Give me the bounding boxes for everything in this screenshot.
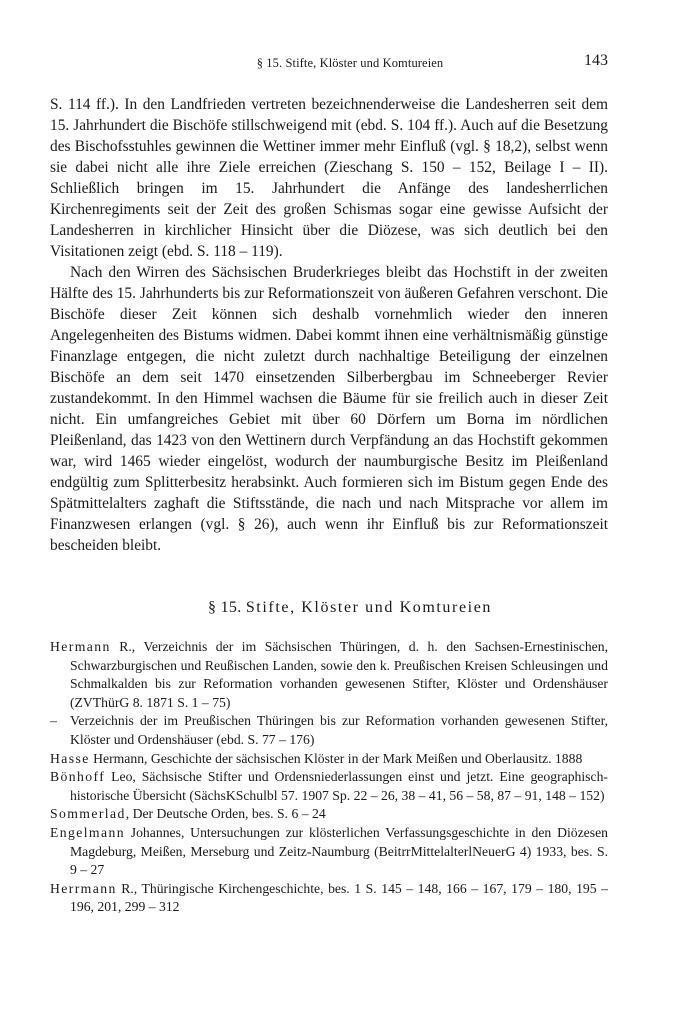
entry-author: Herrmann <box>50 880 117 896</box>
running-head: § 15. Stifte, Klöster und Komtureien <box>256 56 444 70</box>
entry-author: Sommerlad <box>50 806 126 822</box>
bibliography-list <box>50 638 608 917</box>
bibliography-entry <box>50 880 608 917</box>
bibliography-entry <box>50 824 608 880</box>
entry-author: Hasse <box>50 750 90 766</box>
bibliography-entry <box>50 805 608 824</box>
entry-text: Verzeichnis der im Preußischen Thüringen bis zur Reformation vorhanden gewesenen Stifter, Klöster und Ordenshäuser (ebd. S. 77 – 176) <box>70 713 608 747</box>
page-number: 143 <box>584 52 608 69</box>
bibliography-entry <box>50 750 608 769</box>
entry-text: Johannes, Untersuchungen zur klösterlichen Verfassungsgeschichte in den Diözesen Magdeburg, Meißen, Merseburg und Zeitz-Naumburg (BeitrrMittelalterlNeuerG 4) 1933, bes. S. 9 – 27 <box>70 824 608 878</box>
entry-text: R., Verzeichnis der im Sächsischen Thüringen, d. h. den Sachsen-Ernestinischen, Schwarzburgischen und Reußischen Landen, sowie den k. Preußischen Kreisen Schleusingen und Schmalkalden bis zur Reformation vorhanden gewesenen Stifter, Klöster und Ordenshäuser (ZVThürG 8. 1871 S. 1 – 75) <box>70 639 608 710</box>
entry-text: , Der Deutsche Orden, bes. S. 6 – 24 <box>125 806 326 822</box>
entry-text: Leo, Sächsische Stifter und Ordensniederlassungen einst und jetzt. Eine geographisch-historische Übersicht (SächsKSchulbl 57. 1907 Sp. 22 – 26, 38 – 41, 56 – 58, 87 – 91, 148 – 152) <box>70 769 608 803</box>
entry-author: Engelmann <box>50 824 125 840</box>
section-heading <box>0 599 700 617</box>
body-text <box>50 94 608 556</box>
entry-author: Bönhoff <box>50 769 106 785</box>
entry-text: Hermann, Geschichte der sächsischen Klöster in der Mark Meißen und Oberlausitz. 1888 <box>89 750 583 766</box>
entry-text: R., Thüringische Kirchengeschichte, bes. 1 S. 145 – 148, 166 – 167, 179 – 180, 195 – 196, 201, 299 – 312 <box>70 880 608 915</box>
section-title: Stifte, Klöster und Komtureien <box>245 599 492 616</box>
entry-author: – <box>50 713 57 729</box>
paragraph: S. 114 ff.). In den Landfrieden vertreten bezeichnenderweise die Landesherren seit dem 15. Jahrhundert die Bischöfe stillschweigend mit (ebd. S. 104 ff.). Auch auf die Besetzung des Bischofsstuhles gewinnen die Wettiner immer mehr Einfluß (vgl. § 18,2), selbst wenn sie dabei nicht alle ihre Ziele erreichen (Zieschang S. 150 – 152, Beilage I – II). Schließlich bringen im 15. Jahrhundert die Anfänge des landesherrlichen Kirchenregiments seit der Zeit des großen Schismas sogar eine gewisse Aufsicht der Landesherren in kirchlicher Hinsicht über die Diözese, was sich deutlich bei den Visitationen zeigt (ebd. S. 118 – 119). <box>50 96 608 260</box>
bibliography-entry <box>50 712 608 749</box>
bibliography-entry <box>50 638 608 712</box>
entry-author: Hermann <box>50 639 111 654</box>
section-number: § 15. <box>208 599 242 616</box>
bibliography-entry <box>50 768 608 805</box>
paragraph: Nach den Wirren des Sächsischen Bruderkrieges bleibt das Hochstift in der zweiten Hälfte des 15. Jahrhunderts bis zur Reformationszeit von äußeren Gefahren verschont. Die Bischöfe dieser Zeit können sich deshalb vornehmlich wieder den inneren Angelegenheiten des Bistums widmen. Dabei kommt ihnen eine verhältnismäßig günstige Finanzlage entgegen, die nicht zuletzt durch nachhaltige Beteiligung der einzelnen Bischöfe an dem seit 1470 einsetzenden Silberbergbau im Schneeberger Revier zustandekommt. In den Himmel wachsen die Bäume für sie freilich auch in dieser Zeit nicht. Ein umfangreiches Gebiet mit über 60 Dörfern um Borna im nördlichen Pleißenland, das 1423 von den Wettinern durch Verpfändung an das Hochstift gekommen war, wird 1465 wieder eingelöst, wodurch der naumburgische Besitz im Pleißenland endgültig zum Splitterbesitz herabsinkt. Auch formieren sich im Bistum gegen Ende des Spätmittelalters zaghaft die Stiftsstände, die nach und nach Mitsprache vor allem im Finanzwesen erlangen (vgl. § 26), auch wenn ihr Einfluß bis zur Reformationszeit bescheiden bleibt. <box>50 264 608 554</box>
